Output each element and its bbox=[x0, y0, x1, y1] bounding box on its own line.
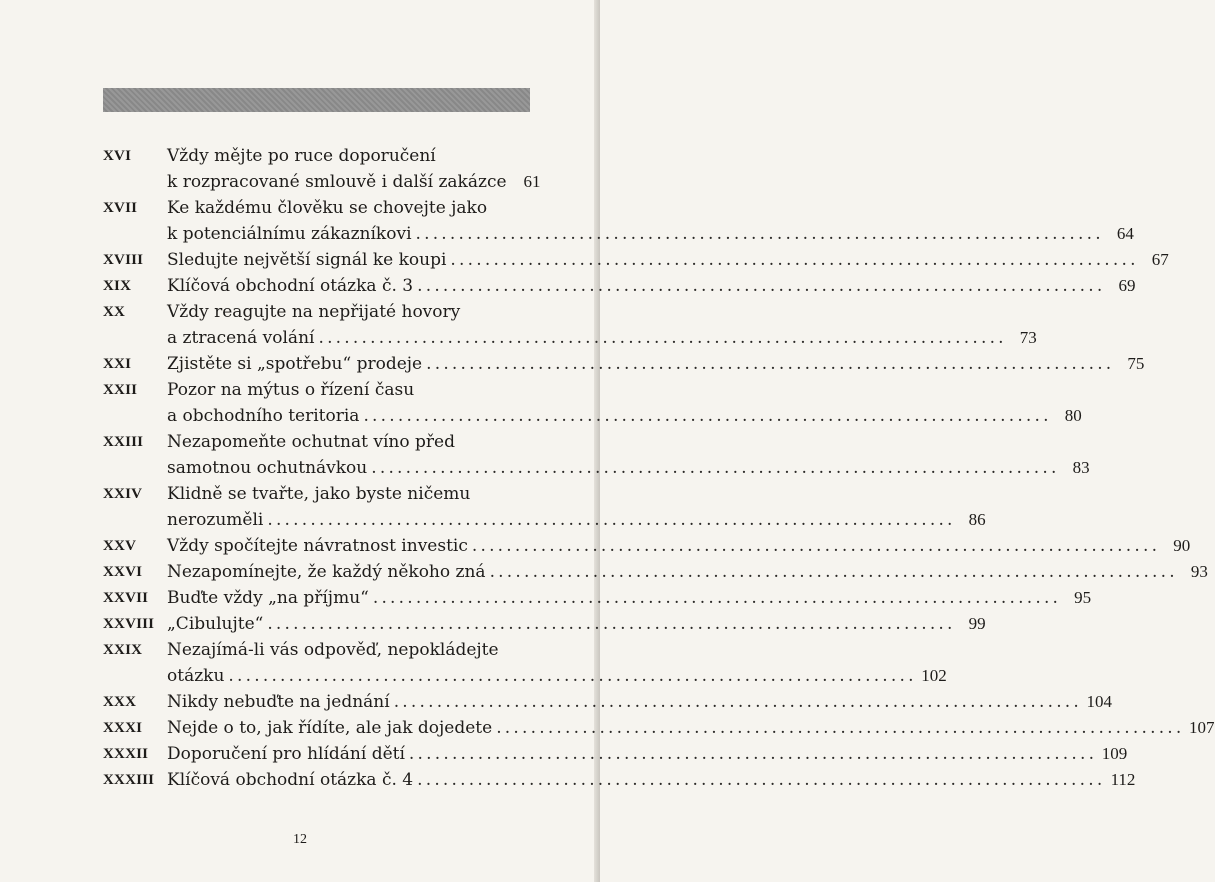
chapter-title: Zjistěte si „spotřebu“ prodeje bbox=[167, 354, 423, 374]
toc-line bbox=[103, 507, 986, 533]
chapter-number: XXII bbox=[103, 382, 138, 398]
page-ref: 102 bbox=[921, 666, 947, 685]
toc-line-text bbox=[167, 273, 1136, 299]
toc-line-text bbox=[167, 299, 530, 325]
dot-leader: ................................................................................ bbox=[415, 224, 1104, 244]
table-of-contents bbox=[103, 143, 1215, 793]
toc-line-text bbox=[167, 637, 530, 663]
toc-line bbox=[103, 273, 1136, 299]
toc-line bbox=[103, 455, 1090, 481]
dot-leader: ................................................................................ bbox=[450, 250, 1139, 270]
toc-entry bbox=[103, 559, 1208, 585]
toc-line bbox=[103, 221, 1134, 247]
chapter-title: Nezajímá-li vás odpověď, nepokládejte bbox=[167, 640, 499, 660]
dot-leader: ................................................................................ bbox=[372, 588, 1062, 608]
toc-entry bbox=[103, 741, 1128, 767]
dot-leader: ................................................................................ bbox=[267, 614, 956, 634]
toc-line-text bbox=[167, 169, 541, 195]
page-ref: 73 bbox=[1019, 328, 1037, 347]
toc-line-text bbox=[167, 377, 530, 403]
toc-line-text bbox=[167, 533, 1191, 559]
dot-leader: ................................................................................ bbox=[408, 744, 1098, 764]
chapter-title: Nikdy nebuďte na jednání bbox=[167, 692, 390, 712]
chapter-title: Nejde o to, jak řídíte, ale jak dojedete bbox=[167, 718, 493, 738]
dot-leader: ................................................................................ bbox=[417, 770, 1106, 790]
toc-line bbox=[103, 715, 1215, 741]
toc-entry bbox=[103, 689, 1113, 715]
chapter-title: „Cibulujte“ bbox=[167, 614, 264, 634]
toc-line bbox=[103, 663, 947, 689]
page-ref: 69 bbox=[1118, 276, 1136, 295]
dot-leader: ................................................................................ bbox=[489, 562, 1178, 582]
toc-entry bbox=[103, 481, 986, 533]
dot-leader: ................................................................................ bbox=[471, 536, 1161, 556]
chapter-number: XXXII bbox=[103, 746, 149, 762]
dot-leader: ................................................................................ bbox=[417, 276, 1106, 296]
chapter-title: Sledujte největší signál ke koupi bbox=[167, 250, 447, 270]
toc-entry bbox=[103, 377, 1082, 429]
chapter-title: k rozpracované smlouvě i další zakázce bbox=[167, 172, 507, 192]
chapter-number: XXVIII bbox=[103, 616, 155, 632]
toc-line-text bbox=[167, 195, 530, 221]
toc-entry bbox=[103, 637, 947, 689]
toc-line-text bbox=[167, 143, 530, 169]
toc-line bbox=[103, 689, 1113, 715]
chapter-number: XXVII bbox=[103, 590, 149, 606]
toc-line-text bbox=[167, 741, 1128, 767]
toc-entry bbox=[103, 273, 1136, 299]
toc-line bbox=[103, 299, 530, 325]
toc-line bbox=[103, 247, 1169, 273]
chapter-title: Vždy mějte po ruce doporučení bbox=[167, 146, 436, 166]
toc-line bbox=[103, 169, 541, 195]
toc-entry bbox=[103, 143, 541, 195]
toc-line bbox=[103, 533, 1191, 559]
toc-line bbox=[103, 403, 1082, 429]
chapter-title: Vždy spočítejte návratnost investic bbox=[167, 536, 468, 556]
page-ref: 112 bbox=[1110, 770, 1136, 789]
toc-entry bbox=[103, 533, 1191, 559]
page-ref: 67 bbox=[1151, 250, 1169, 269]
toc-line-text bbox=[167, 559, 1208, 585]
chapter-title: samotnou ochutnávkou bbox=[167, 458, 368, 478]
toc-line bbox=[103, 585, 1092, 611]
dot-leader: ................................................................................ bbox=[371, 458, 1060, 478]
toc-line-text bbox=[167, 429, 530, 455]
chapter-title: Klíčová obchodní otázka č. 3 bbox=[167, 276, 414, 296]
toc-line bbox=[103, 325, 1037, 351]
toc-line bbox=[103, 429, 530, 455]
chapter-title: otázku bbox=[167, 666, 225, 686]
toc-line-text bbox=[167, 689, 1113, 715]
toc-line-text bbox=[167, 611, 986, 637]
toc-entry bbox=[103, 351, 1145, 377]
toc-line bbox=[103, 611, 986, 637]
page-ref: 95 bbox=[1074, 588, 1092, 607]
chapter-number: XVII bbox=[103, 200, 138, 216]
toc-line bbox=[103, 143, 530, 169]
chapter-number: XIX bbox=[103, 278, 132, 294]
toc-line bbox=[103, 637, 530, 663]
toc-line-text bbox=[167, 403, 1082, 429]
toc-line-text bbox=[167, 663, 947, 689]
chapter-title: nerozuměli bbox=[167, 510, 264, 530]
toc-line bbox=[103, 351, 1145, 377]
toc-line-text bbox=[167, 221, 1134, 247]
dot-leader: ................................................................................ bbox=[267, 510, 956, 530]
chapter-number: XXIV bbox=[103, 486, 143, 502]
page-ref: 99 bbox=[968, 614, 986, 633]
page-ref: 64 bbox=[1116, 224, 1134, 243]
dot-leader: ................................................................................ bbox=[496, 718, 1185, 738]
toc-line bbox=[103, 767, 1136, 793]
chapter-title: Klidně se tvařte, jako byste ničemu bbox=[167, 484, 471, 504]
chapter-number: XXXI bbox=[103, 720, 143, 736]
toc-line-text bbox=[167, 507, 986, 533]
dot-leader: ................................................................................ bbox=[426, 354, 1115, 374]
toc-line-text bbox=[167, 351, 1145, 377]
chapter-header-bar bbox=[103, 88, 530, 112]
toc-line-text bbox=[167, 325, 1037, 351]
chapter-title: a ztracená volání bbox=[167, 328, 315, 348]
chapter-title: Ke každému člověku se chovejte jako bbox=[167, 198, 488, 218]
toc-line bbox=[103, 559, 1208, 585]
page-ref: 90 bbox=[1173, 536, 1191, 555]
chapter-title: Pozor na mýtus o řízení času bbox=[167, 380, 415, 400]
chapter-number: XXIX bbox=[103, 642, 143, 658]
toc-line-text bbox=[167, 715, 1215, 741]
dot-leader: ................................................................................ bbox=[318, 328, 1007, 348]
toc-entry bbox=[103, 585, 1092, 611]
toc-line-text bbox=[167, 481, 530, 507]
page-number: 12 bbox=[293, 832, 307, 847]
toc-line-text bbox=[167, 585, 1092, 611]
chapter-number: XXIII bbox=[103, 434, 144, 450]
toc-line bbox=[103, 741, 1128, 767]
page-ref: 86 bbox=[968, 510, 986, 529]
chapter-title: a obchodního teritoria bbox=[167, 406, 360, 426]
toc-line-text bbox=[167, 767, 1136, 793]
page-ref: 107 bbox=[1189, 718, 1215, 737]
toc-entry bbox=[103, 247, 1169, 273]
chapter-title: k potenciálnímu zákazníkovi bbox=[167, 224, 412, 244]
page-ref: 109 bbox=[1101, 744, 1128, 763]
toc-line bbox=[103, 195, 530, 221]
chapter-number: XVI bbox=[103, 148, 132, 164]
dot-leader: ................................................................................ bbox=[228, 666, 917, 686]
toc-entry bbox=[103, 715, 1215, 741]
chapter-title: Nezapomínejte, že každý někoho zná bbox=[167, 562, 486, 582]
toc-line-text bbox=[167, 455, 1090, 481]
chapter-number: XXXIII bbox=[103, 772, 155, 788]
dot-leader: ................................................................................ bbox=[393, 692, 1083, 712]
page-ref: 61 bbox=[523, 172, 541, 191]
chapter-title: Buďte vždy „na příjmu“ bbox=[167, 588, 369, 608]
page-ref: 104 bbox=[1086, 692, 1113, 711]
page-ref: 75 bbox=[1127, 354, 1145, 373]
toc-line bbox=[103, 481, 530, 507]
chapter-title: Nezapomeňte ochutnat víno před bbox=[167, 432, 455, 452]
chapter-number: XXI bbox=[103, 356, 132, 372]
chapter-title: Doporučení pro hlídání dětí bbox=[167, 744, 405, 764]
toc-line-text bbox=[167, 247, 1169, 273]
toc-entry bbox=[103, 299, 1037, 351]
toc-entry bbox=[103, 429, 1090, 481]
chapter-number: XX bbox=[103, 304, 126, 320]
toc-line bbox=[103, 377, 530, 403]
chapter-title: Klíčová obchodní otázka č. 4 bbox=[167, 770, 414, 790]
chapter-number: XXVI bbox=[103, 564, 143, 580]
toc-entry bbox=[103, 767, 1136, 793]
chapter-number: XXV bbox=[103, 538, 137, 554]
page-ref: 83 bbox=[1072, 458, 1090, 477]
dot-leader: ................................................................................ bbox=[363, 406, 1052, 426]
chapter-number: XVIII bbox=[103, 252, 144, 268]
chapter-title: Vždy reagujte na nepřijaté hovory bbox=[167, 302, 461, 322]
toc-entry bbox=[103, 611, 986, 637]
page-ref: 80 bbox=[1064, 406, 1082, 425]
toc-entry bbox=[103, 195, 1134, 247]
page-ref: 93 bbox=[1190, 562, 1208, 581]
chapter-number: XXX bbox=[103, 694, 137, 710]
